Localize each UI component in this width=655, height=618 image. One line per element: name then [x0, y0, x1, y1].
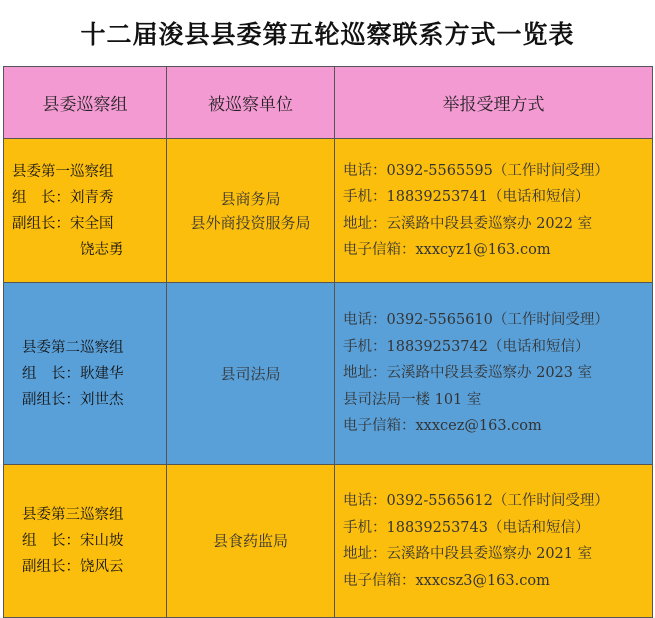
group-deputy: 副组长：饶风云 [22, 559, 124, 575]
contact-phone: 电话：0392-5565612（工作时间受理） [343, 493, 609, 509]
contact-address-2: 县司法局一楼 101 室 [343, 391, 482, 408]
contact-mobile: 手机：18839253743（电话和短信） [343, 519, 590, 536]
unit-name: 县外商投资服务局 [190, 213, 311, 232]
contact-address: 地址：云溪路中段县委巡察办 2022 室 [343, 215, 593, 232]
unit-cell [167, 139, 335, 283]
group-leader: 组 长：耿建华 [22, 365, 124, 382]
contact-table [3, 66, 653, 618]
group-name: 县委第一巡察组 [12, 163, 114, 180]
contact-mobile: 手机：18839253741（电话和短信） [343, 189, 590, 205]
header-report-method: 举报受理方式 [335, 67, 653, 139]
group-cell [4, 283, 167, 465]
contact-cell [335, 139, 653, 283]
group-leader: 组 长：宋山坡 [22, 533, 124, 549]
unit-cell [167, 465, 335, 618]
group-cell [4, 465, 167, 618]
contact-cell [335, 465, 653, 618]
table-header-row [4, 67, 653, 139]
contact-email: 电子信箱：xxxcyz1@163.com [343, 242, 551, 258]
group-deputy: 副组长：宋全国 [12, 215, 114, 232]
contact-address: 地址：云溪路中段县委巡察办 2021 室 [343, 546, 593, 562]
contact-address: 地址：云溪路中段县委巡察办 2023 室 [343, 365, 593, 382]
header-inspected-unit: 被巡察单位 [167, 67, 335, 139]
unit-name: 县司法局 [220, 364, 281, 383]
contact-phone: 电话：0392-5565595（工作时间受理） [343, 162, 609, 179]
table-row [4, 139, 653, 283]
contact-phone: 电话：0392-5565610（工作时间受理） [343, 312, 609, 329]
unit-name: 县食药监局 [212, 532, 288, 550]
unit-cell [167, 283, 335, 465]
group-name: 县委第三巡察组 [22, 507, 124, 523]
contact-cell [335, 283, 653, 465]
contact-email: 电子信箱：xxxcez@163.com [343, 418, 542, 435]
unit-name: 县商务局 [220, 189, 281, 208]
page-title: 十二届浚县县委第五轮巡察联系方式一览表 [80, 20, 575, 49]
group-deputy-2: 饶志勇 [80, 241, 124, 258]
contact-email: 电子信箱：xxxcsz3@163.com [343, 572, 550, 589]
table-row [4, 283, 653, 465]
group-deputy: 副组长：刘世杰 [22, 391, 124, 408]
header-inspection-group: 县委巡察组 [4, 67, 167, 139]
group-cell [4, 139, 167, 283]
table-row [4, 465, 653, 618]
group-leader: 组 长：刘青秀 [12, 189, 114, 206]
group-name: 县委第二巡察组 [22, 339, 124, 356]
contact-mobile: 手机：18839253742（电话和短信） [343, 338, 590, 355]
